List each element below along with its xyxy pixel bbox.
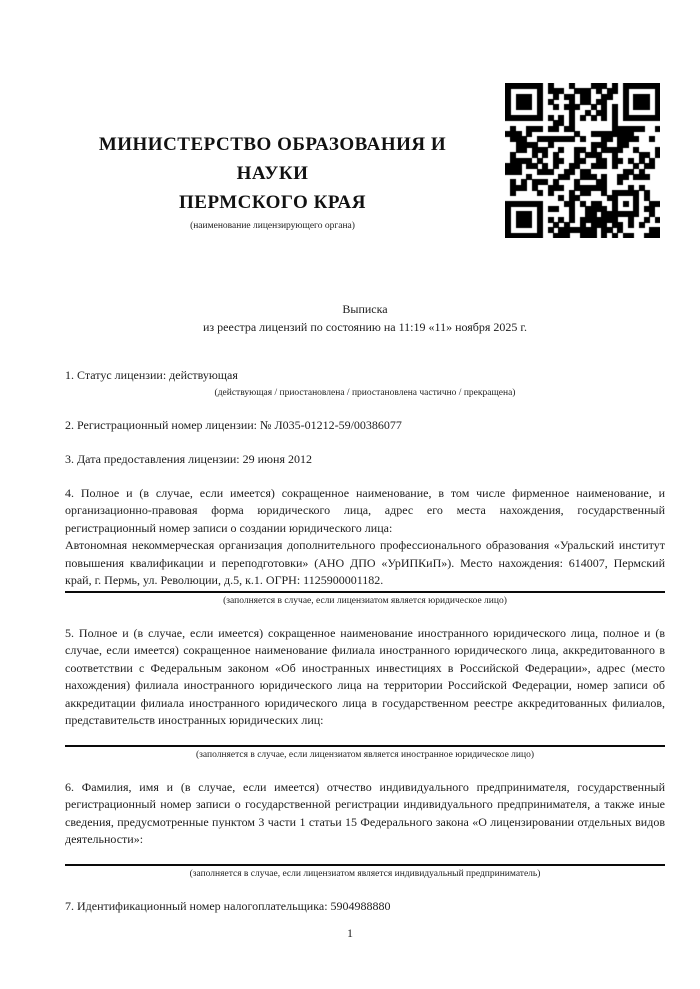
foreign-entity-field-rule bbox=[65, 745, 665, 747]
license-status-item bbox=[65, 367, 665, 400]
extract-title-block bbox=[65, 301, 665, 336]
legal-entity-field-rule bbox=[65, 591, 665, 593]
foreign-entity-caption: (заполняется в случае, если лицензиатом является иностранное юридическое лицо) bbox=[196, 749, 534, 760]
entrepreneur-item bbox=[65, 779, 665, 881]
taxpayer-number-item: 7. Идентификационный номер налогоплательщика: 5904988880 bbox=[65, 898, 391, 913]
foreign-entity-label: 5. Полное и (в случае, если имеется) сокращенное наименование иностранного юридического лица, полное и (в случае, если имеется) сокращенное наименование филиала иностранного юридического лица, аккредитованного в соответствии с Федеральным законом «Об иностранных инвестициях в Российской Федерации», адрес (место нахождения) филиала иностранного юридического лица на территории Российской Федерации, номер записи об аккредитации филиала иностранного юридического лица в государственном реестре аккредитованных филиалов, представительств иностранных юридических лиц: bbox=[65, 625, 665, 727]
entrepreneur-empty-value bbox=[65, 849, 665, 863]
license-status-caption: (действующая / приостановлена / приостановлена частично / прекращена) bbox=[214, 387, 516, 398]
legal-entity-caption: (заполняется в случае, если лицензиатом является юридическое лицо) bbox=[223, 595, 507, 606]
legal-entity-label: 4. Полное и (в случае, если имеется) сокращенное наименование, в том числе фирменное наименование, и организационно-правовая форма юридического лица, адрес его места нахождения, государственный регистрационный номер записи о создании юридического лица: bbox=[65, 485, 665, 535]
ministry-name-line1: МИНИСТЕРСТВО ОБРАЗОВАНИЯ И НАУКИ bbox=[98, 134, 447, 184]
license-status-text: 1. Статус лицензии: действующая bbox=[65, 368, 238, 382]
licensing-authority-header bbox=[65, 130, 480, 233]
extract-title: Выписка bbox=[342, 302, 388, 316]
authority-caption: (наименование лицензирующего органа) bbox=[190, 221, 355, 231]
foreign-entity-item bbox=[65, 625, 665, 762]
grant-date-item: 3. Дата предоставления лицензии: 29 июня 2012 bbox=[65, 452, 312, 466]
document-body bbox=[65, 301, 665, 915]
ministry-name-line2: ПЕРМСКОГО КРАЯ bbox=[179, 192, 366, 213]
extract-date-line: из реестра лицензий по состоянию на 11:19 «11» ноября 2025 г. bbox=[203, 319, 527, 334]
entrepreneur-caption: (заполняется в случае, если лицензиатом является индивидуальный предприниматель) bbox=[189, 868, 541, 879]
qr-code-icon bbox=[505, 83, 660, 238]
page-number: 1 bbox=[347, 926, 353, 940]
legal-entity-value: Автономная некоммерческая организация дополнительного профессионального образования «Уральский институт повышения квалификации и переподготовки» (АНО ДПО «УрИПКиП»). Место нахождения: 614007, Пермский край, г. Пермь, ул. Революции, д.5, к.1. ОГРН: 1125900001182. bbox=[65, 538, 665, 587]
entrepreneur-field-rule bbox=[65, 864, 665, 866]
foreign-entity-empty-value bbox=[65, 730, 665, 744]
entrepreneur-label: 6. Фамилия, имя и (в случае, если имеется) отчество индивидуального предпринимателя, государственный регистрационный номер записи о государственной регистрации индивидуального предпринимателя, а также иные сведения, предусмотренные пунктом 3 части 1 статьи 15 Федерального закона «О лицензировании отдельных видов деятельности»: bbox=[65, 779, 665, 846]
registration-number-item: 2. Регистрационный номер лицензии: № Л035-01212-59/00386077 bbox=[65, 417, 402, 432]
legal-entity-item bbox=[65, 485, 665, 608]
